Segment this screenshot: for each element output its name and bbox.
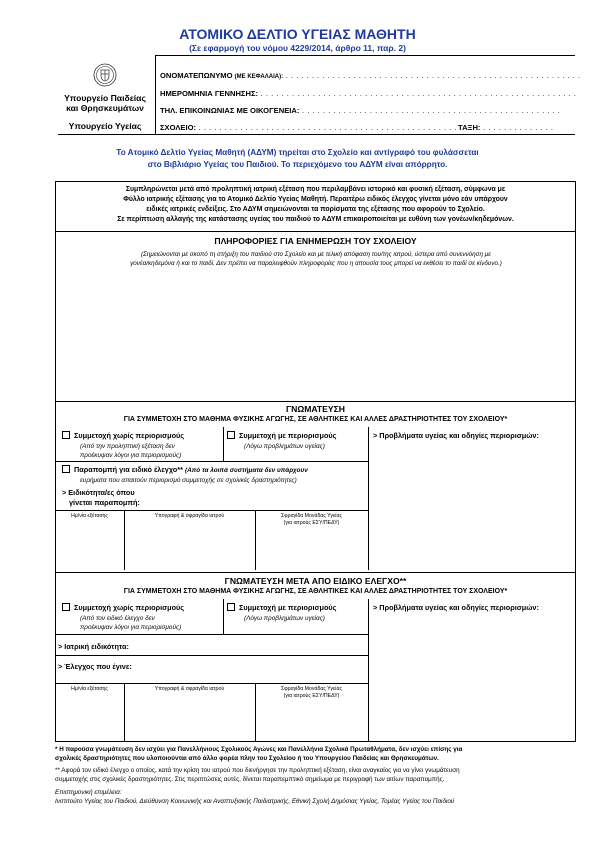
opinion1-no-limits-note: (Από την προληπτική εξέταση δεν προέκυψαν λόγοι για περιορισμούς) [80, 443, 182, 459]
editor-credit: Επιστημονική επιμέλεια: Ινστιτούτο Υγείας του Παιδιού, Διεύθυνση Κοινωνικής και Αναπτυξιακής Παιδιατρικής, Εθνική Σχολή Δημόσιας Υγείας, Τομέας Υγείας του Παιδιού [55, 789, 455, 805]
phone-field[interactable]: ΤΗΛ. ΕΠΙΚΟΙΝΩΝΙΑΣ ΜΕ ΟΙΚΟΓΕΝΕΙΑ: . . . . . . . . . . . . . . . . . . . . . . . . . . . . . . . . . . . . . . . . . . . . . . . . . . [160, 106, 561, 115]
chevron-right-icon: > [58, 642, 65, 651]
opinion2-stamp-header: Σφραγίδα Μονάδας Υγείας (για ιατρούς ΕΣΥ/ΠΕΔΥ) [281, 686, 342, 699]
opinion1-heading: ΓΝΩΜΑΤΕΥΣΗ [286, 404, 345, 414]
opinion1-no-limits-option[interactable]: Συμμετοχή χωρίς περιορισμούς [62, 431, 184, 440]
opinion2-col-divider1 [223, 599, 224, 634]
form-title: ΑΤΟΜΙΚΟ ΔΕΛΤΙΟ ΥΓΕΙΑΣ ΜΑΘΗΤΗ [179, 26, 416, 42]
opinion2-row-rule2 [55, 655, 368, 656]
opinion2-problems-label: > Προβλήματα υγείας και οδηγίες περιορισμών: [373, 603, 539, 612]
opinion2-col-divider2 [368, 599, 369, 742]
info-section-heading: ΠΛΗΡΟΦΟΡΙΕΣ ΓΙΑ ΕΝΗΜΕΡΩΣΗ ΤΟΥ ΣΧΟΛΕΙΟΥ [214, 236, 417, 246]
intro-text: Συμπληρώνεται μετά από προληπτική ιατρική εξέταση που περιλαμβάνει ιστορικό και φυσική εξέταση, σύμφωνα με Φύλλο ιατρικής εξέτασης για το Ατομικό Δελτίο Υγείας Μαθητή. Περαιτέρω ειδικός έλεγχος γίνεται μόνο εάν υπάρχουν ειδικές ιατρικές ενδείξεις. Στο ΑΔΥΜ σημειώνονται τα πορίσματα της εξέτασης που αφορούν το Σχολείο. Σε περίπτωση αλλαγής της κατάστασης υγείας του παιδιού το ΑΔΥΜ επικαιροποιείται με ευθύνη των γονέων/κηδεμόνων. [117, 186, 514, 223]
opinion1-col-divider2 [368, 427, 369, 570]
header-divider [155, 55, 156, 134]
opinion1-signature-header: Υπογραφή & σφραγίδα ιατρού [154, 513, 225, 519]
opinion1-row-rule1 [55, 461, 368, 462]
opinion1-referral-note: ευρήματα που απαιτούν περιορισμό συμμετοχής σε σχολικές δραστηριότητες) [80, 477, 297, 484]
opinion2-heading: ΓΝΩΜΑΤΕΥΣΗ ΜΕΤΑ ΑΠΟ ΕΙΔΙΚΟ ΕΛΕΓΧΟ** [224, 576, 407, 586]
chevron-right-icon: > [62, 488, 69, 497]
opinion1-referral-checkbox[interactable] [62, 465, 70, 473]
opinion2-limits-note: (Λόγω προβλημάτων υγείας) [244, 615, 325, 622]
footnote-2: ** Αφορά τον ειδικό έλεγχο ο οποίος, κατά την κρίση του ιατρού που διενήργησε την προληπτική εξέταση, είναι αναγκαίος για να γίνει γνωμάτευση συμμετοχής στις σχολικές δραστηριότητες. Στις περιπτώσεις αυτές, δίνεται παραπεμπτικό σημείωμα με περιγραφή των αιτίων παραπομπής. [55, 767, 460, 783]
dob-field[interactable]: ΗΜΕΡΟΜΗΝΙΑ ΓΕΝΝΗΣΗΣ: . . . . . . . . . . . . . . . . . . . . . . . . . . . . . . . . . . . . . . . . . . . . . . . . . . . . . . . . . . . . . [160, 89, 577, 98]
ministry-education: Υπουργείο Παιδείας και Θρησκευμάτων [64, 93, 146, 113]
opinion2-date-header: Ημ/νία εξέτασης [71, 686, 108, 692]
opinion1-rule [55, 401, 576, 402]
opinion2-check-done[interactable]: > Έλεγχος που έγινε: [58, 662, 132, 671]
header-top-rule [155, 55, 575, 56]
school-field[interactable]: ΣΧΟΛΕΙΟ: . . . . . . . . . . . . . . . . . . . . . . . . . . . . . . . . . . . . . . . . . . . . . . . . . . [160, 123, 457, 132]
opinion1-subheading: ΓΙΑ ΣΥΜΜΕΤΟΧΗ ΣΤΟ ΜΑΘΗΜΑ ΦΥΣΙΚΗΣ ΑΓΩΓΗΣ, ΣΕ ΑΘΛΗΤΙΚΕΣ ΚΑΙ ΑΛΛΕΣ ΔΡΑΣΤΗΡΙΟΤΗΤΕΣ ΤΟΥ ΣΧΟΛΕΙΟΥ* [123, 416, 508, 423]
header-bottom-rule [58, 134, 575, 135]
opinion2-signature-header: Υπογραφή & σφραγίδα ιατρού [154, 686, 225, 692]
class-field[interactable]: ΤΑΞΗ: . . . . . . . . . . . . . . [458, 123, 554, 132]
opinion2-no-limits-checkbox[interactable] [62, 603, 70, 611]
opinion2-no-limits-option[interactable]: Συμμετοχή χωρίς περιορισμούς [62, 603, 184, 612]
opinion1-referral-option[interactable]: Παραπομπή για ειδικό έλεγχο** (Από τα λοιπά συστήματα δεν υπάρχουν [62, 465, 308, 475]
info-section-textarea[interactable] [57, 272, 574, 400]
opinion1-row-rule2 [55, 510, 368, 511]
opinion2-doctor-specialty[interactable]: > Ιατρική ειδικότητα: [58, 642, 129, 651]
opinion1-limits-option[interactable]: Συμμετοχή με περιορισμούς [227, 431, 336, 440]
opinion1-no-limits-checkbox[interactable] [62, 431, 70, 439]
opinion2-rule [55, 572, 576, 573]
opinion1-stamp-header: Σφραγίδα Μονάδας Υγείας (για ιατρούς ΕΣΥ/ΠΕΔΥ) [281, 513, 342, 526]
opinion2-limits-checkbox[interactable] [227, 603, 235, 611]
opinion2-no-limits-note: (Από τον ειδικό έλεγχο δεν προέκυψαν λόγοι για περιορισμούς) [80, 615, 182, 631]
opinion1-specialty-label: > Ειδικότητα/ες όπου γίνεται παραπομπή: [62, 488, 140, 507]
opinion1-limits-note: (Λόγω προβλημάτων υγείας) [244, 443, 325, 450]
chevron-right-icon: > [58, 662, 65, 671]
form-subtitle: (Σε εφαρμογή του νόμου 4229/2014, άρθρο 11, παρ. 2) [189, 43, 406, 53]
chevron-right-icon: > [373, 431, 380, 440]
opinion1-date-header: Ημ/νία εξέτασης [71, 513, 108, 519]
opinion2-row-rule1 [55, 634, 368, 635]
hellenic-emblem-icon [92, 62, 118, 88]
opinion1-col-divider1 [223, 427, 224, 461]
footnote-1: * Η παρούσα γνωμάτευση δεν ισχύει για Πανελλήνιους Σχολικούς Αγώνες και Πανελλήνια Σχολικά Πρωταθλήματα, δεν ισχύει επίσης για σχολικές δραστηριότητες που υλοποιούνται από άλλο φορέα πλην του Σχολείου ή του Υπουργείου Παιδείας και Θρησκευμάτων. [55, 746, 463, 762]
chevron-right-icon: > [373, 603, 380, 612]
ministry-health: Υπουργείο Υγείας [68, 121, 142, 131]
opinion2-row-rule3 [55, 683, 368, 684]
opinion2-subheading: ΓΙΑ ΣΥΜΜΕΤΟΧΗ ΣΤΟ ΜΑΘΗΜΑ ΦΥΣΙΚΗΣ ΑΓΩΓΗΣ, ΣΕ ΑΘΛΗΤΙΚΕΣ ΚΑΙ ΑΛΛΕΣ ΔΡΑΣΤΗΡΙΟΤΗΤΕΣ ΤΟΥ ΣΧΟΛΕΙΟΥ* [123, 588, 508, 595]
opinion2-limits-option[interactable]: Συμμετοχή με περιορισμούς [227, 603, 336, 612]
name-field[interactable]: ΟΝΟΜΑΤΕΠΩΝΥΜΟ (ΜΕ ΚΕΦΑΛΑΙΑ): . . . . . . . . . . . . . . . . . . . . . . . . . . . . . . . . . . . . . . . . . . . . . . . . . . . . . . . . . [160, 71, 581, 80]
info-section-note: (Σημειώνονται με σκοπό τη στήριξη του παιδιού στο Σχολείο και με τελική απόφαση του/της ιατρού, ύστερα από συνεννόηση με γονέα/κηδεμόνα ή και το παιδί. Δεν πρέπει να παραλειφθούν πληροφορίες που η απουσία τους μπορεί να εκθέσει το παιδί σε κίνδυνο.) [130, 251, 502, 267]
opinion1-problems-label: > Προβλήματα υγείας και οδηγίες περιορισμών: [373, 431, 539, 440]
info-section-rule [55, 231, 576, 232]
confidentiality-notice: Το Ατομικό Δελτίο Υγείας Μαθητή (ΑΔΥΜ) τηρείται στο Σχολείο και αντίγραφό του φυλάσσεται στο Βιβλιάριο Υγείας του Παιδιού. Το περιεχόμενο του ΑΔΥΜ είναι απόρρητο. [116, 148, 479, 169]
opinion1-limits-checkbox[interactable] [227, 431, 235, 439]
